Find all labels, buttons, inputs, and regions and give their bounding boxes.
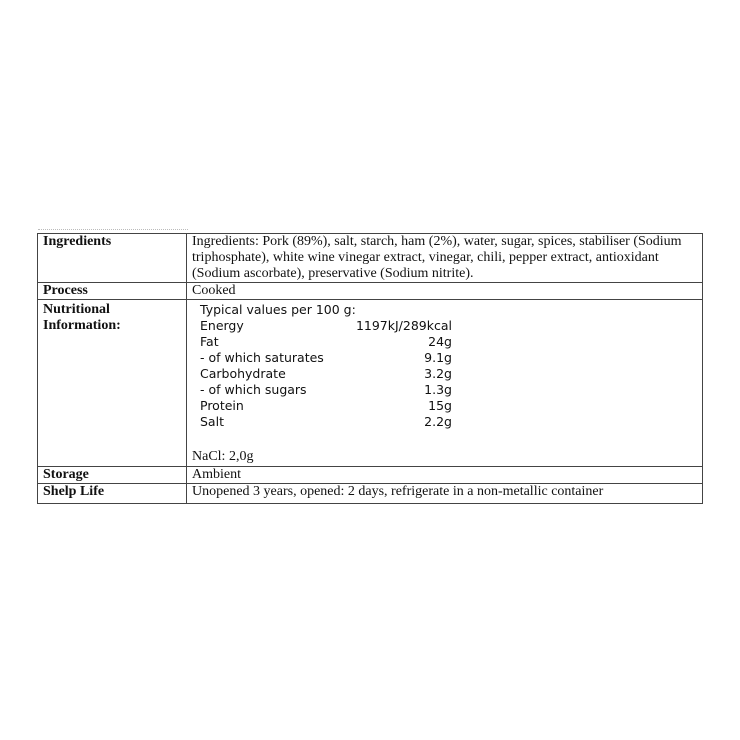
shelf-life-value: Unopened 3 years, opened: 2 days, refrigerate in a non-metallic container: [187, 484, 703, 504]
nutrient-name: Carbohydrate: [200, 366, 286, 381]
nutrition-value: [187, 300, 703, 467]
nutrient-name: Energy: [200, 318, 244, 333]
nutrient-value: 2.2g: [424, 414, 452, 429]
nutrient-name: Salt: [200, 414, 224, 429]
nutrient-name: - of which saturates: [200, 350, 324, 365]
nutrition-row: [200, 366, 452, 382]
nutrient-name: Fat: [200, 334, 219, 349]
nutrient-value: 1197kJ/289kcal: [355, 318, 452, 333]
process-value: Cooked: [187, 283, 703, 300]
nutrition-row: [200, 318, 452, 334]
nutrition-row: [200, 382, 452, 398]
table-row-storage: [38, 467, 703, 484]
nutrition-label: Nutritional Information:: [38, 300, 187, 467]
nutrition-row: [200, 334, 452, 350]
nutrition-panel: [192, 302, 452, 430]
nutrition-row: [200, 398, 452, 414]
ingredients-label: Ingredients: [38, 234, 187, 283]
nutrition-heading: Typical values per 100 g:: [200, 302, 356, 317]
ingredients-value: Ingredients: Pork (89%), salt, starch, ham (2%), water, sugar, spices, stabiliser (Sodium triphosphate), white wine vinegar extract, vinegar, chili, pepper extract, antioxidant (Sodium ascorbate), preservative (Sodium nitrite).: [187, 234, 703, 283]
storage-label: Storage: [38, 467, 187, 484]
table-row-ingredients: [38, 234, 703, 283]
table-row-shelf-life: [38, 484, 703, 504]
nutrition-row: [200, 350, 452, 366]
nutrient-value: 15g: [428, 398, 452, 413]
nutrient-name: - of which sugars: [200, 382, 307, 397]
storage-value: Ambient: [187, 467, 703, 484]
nutrient-value: 24g: [428, 334, 452, 349]
nutrient-name: Protein: [200, 398, 244, 413]
nutrient-value: 9.1g: [424, 350, 452, 365]
process-label: Process: [38, 283, 187, 300]
nutrient-value: 3.2g: [424, 366, 452, 381]
shelf-life-label: Shelp Life: [38, 484, 187, 504]
table-row-nutrition: [38, 300, 703, 467]
nutrient-value: 1.3g: [424, 382, 452, 397]
product-spec-table: [37, 233, 703, 504]
nutrition-row: [200, 414, 452, 430]
nacl-note: NaCl: 2,0g: [192, 449, 254, 464]
table-row-process: [38, 283, 703, 300]
